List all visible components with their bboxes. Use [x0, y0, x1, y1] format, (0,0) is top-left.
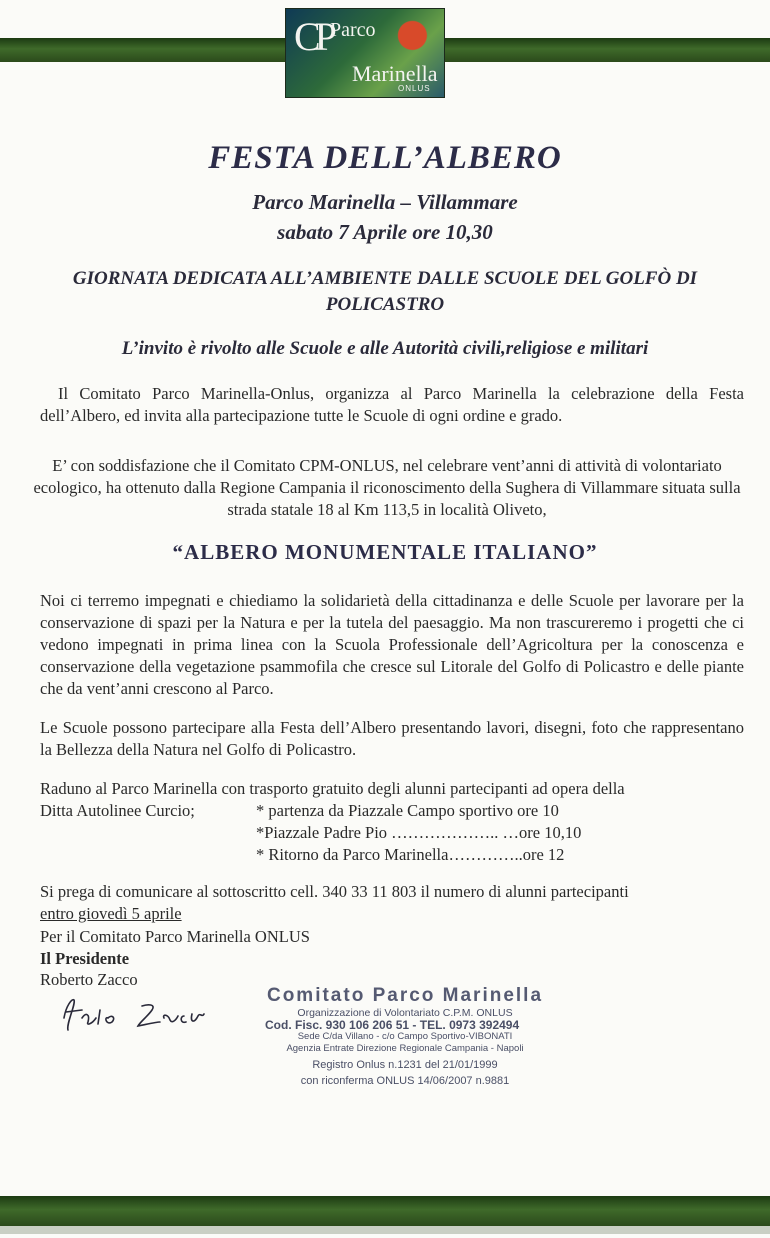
- paragraph-riconoscimento: E’ con soddisfazione che il Comitato CPM-ONLUS, nel celebrare vent’anni di attività di volontariato ecologico, ha ottenuto dalla Regione Campania il riconoscimento della Sughera di Villammare situata sulla strada statale 18 al Km 113,5 in località Oliveto,: [33, 456, 741, 519]
- stamp-registry: Registro Onlus n.1231 del 21/01/1999: [312, 1059, 498, 1071]
- albero-monumentale-heading: “ALBERO MONUMENTALE ITALIANO”: [172, 540, 598, 564]
- logo-tag: ONLUS: [398, 84, 431, 93]
- signoff-committee: Per il Comitato Parco Marinella ONLUS: [40, 927, 310, 946]
- bottom-green-band: [0, 1196, 770, 1226]
- padre-pio-item: *Piazzale Padre Pio ……………….. …ore 10,10: [256, 823, 582, 842]
- raduno-line-2: [40, 800, 744, 822]
- raduno-line-1: Raduno al Parco Marinella con trasporto gratuito degli alunni partecipanti ad opera della: [40, 779, 625, 798]
- stamp-address: Sede C/da Villano - c/o Campo Sportivo-VIBONATI: [297, 1031, 513, 1042]
- signoff-role: Il Presidente: [40, 949, 130, 968]
- ditta-label: Ditta Autolinee Curcio;: [40, 801, 195, 820]
- stamp-fiscal-code: Cod. Fisc. 930 106 206 51 - TEL. 0973 392494: [265, 1018, 520, 1032]
- ritorno-item: * Ritorno da Parco Marinella…………..ore 12: [256, 845, 565, 864]
- deadline-text: entro giovedì 5 aprile: [40, 904, 182, 923]
- paragraph-intro: Il Comitato Parco Marinella-Onlus, organizza al Parco Marinella la celebrazione della Festa dell’Albero, ed invita alla partecipazione tutte le Scuole di ogni ordine e grado.: [40, 384, 744, 425]
- handwritten-signature: [52, 988, 232, 1038]
- stamp-subtitle: Organizzazione di Volontariato C.P.M. ONLUS: [297, 1007, 513, 1019]
- giornata-heading: GIORNATA DEDICATA ALL’AMBIENTE DALLE SCUOLE DEL GOLFÒ DI POLICASTRO: [72, 268, 698, 315]
- logo-word-parco: Parco: [330, 19, 376, 41]
- event-location: Parco Marinella – Villammare: [252, 190, 518, 214]
- paragraph-comunicazione: [40, 881, 744, 925]
- event-date: sabato 7 Aprile ore 10,30: [277, 220, 493, 244]
- raduno-line-3: [40, 822, 744, 844]
- stamp-title: Comitato Parco Marinella: [266, 985, 544, 1006]
- partenza-item: * partenza da Piazzale Campo sportivo ore 10: [256, 801, 559, 820]
- logo-word-marinella: Marinella: [352, 61, 438, 86]
- stamp-agency: Agenzia Entrate Direzione Regionale Campania - Napoli: [286, 1043, 524, 1054]
- paragraph-raduno: [40, 778, 744, 866]
- logo-letters: CP: [294, 14, 331, 59]
- association-stamp: [245, 985, 565, 1087]
- paragraph-impegno: Noi ci terremo impegnati e chiediamo la solidarietà della cittadinanza e delle Scuole per lavorare per la conservazione di spazi per la Natura e per la tutela del paesaggio. Ma non trascureremo i progetti che ci vedono impegnati in prima linea con la Scuola Professionale dell’Agricoltura per la conoscenza e conservazione della vegetazione psammofila che cresce sul Litorale del Golfo di Policastro e delle piante che da vent’anni crescono al Parco.: [40, 591, 744, 698]
- raduno-line-4: [40, 844, 744, 866]
- stamp-confirmation: con riconferma ONLUS 14/06/2007 n.9881: [300, 1075, 510, 1087]
- comunicazione-text: Si prega di comunicare al sottoscritto cell. 340 33 11 803 il numero di alunni partecipanti: [40, 882, 629, 901]
- paragraph-scuole: Le Scuole possono partecipare alla Festa dell’Albero presentando lavori, disegni, foto che rappresentano la Bellezza della Natura nel Golfo di Policastro.: [40, 718, 744, 759]
- invitation-line: L’invito è rivolto alle Scuole e alle Autorità civili,religiose e militari: [121, 338, 649, 359]
- signoff-name: Roberto Zacco: [40, 970, 138, 989]
- page-title: FESTA DELL’ALBERO: [208, 140, 562, 176]
- parco-marinella-logo: [285, 8, 445, 98]
